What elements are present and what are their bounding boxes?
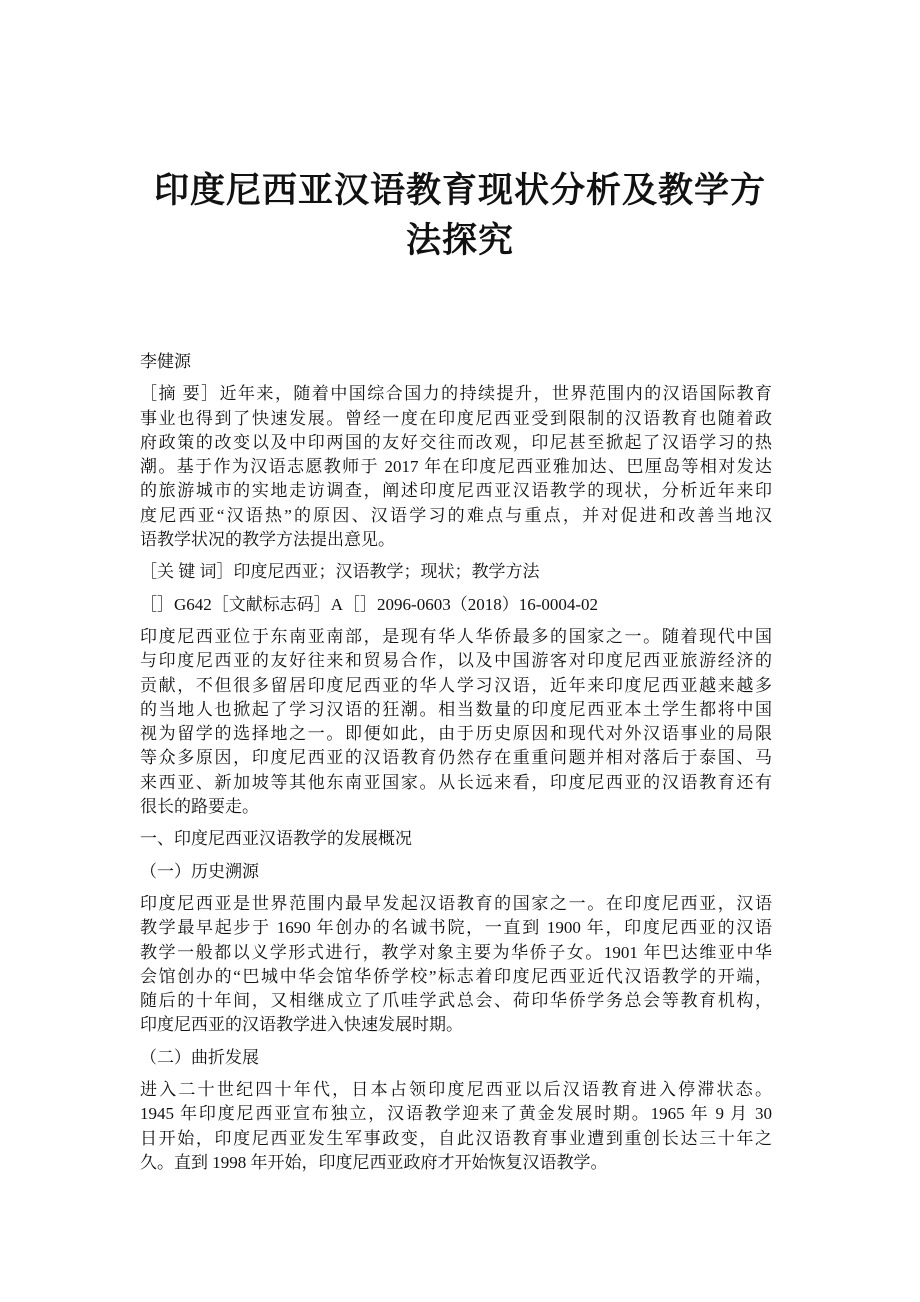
text-line: 语教学状况的教学方法提出意见。 bbox=[140, 530, 395, 550]
text-line: 随后的十年间，又相继成立了爪哇学武总会、荷印华侨学务总会等教育机构， bbox=[140, 991, 772, 1011]
text-line: 一、印度尼西亚汉语教学的发展概况 bbox=[140, 829, 412, 849]
text-line: 贡献，不但很多留居印度尼西亚的华人学习汉语，近年来印度尼西亚越来越多 bbox=[140, 675, 772, 695]
text-line: 教学一般都以义学形式进行，教学对象主要为华侨子女。1901 年巴达维亚中华 bbox=[140, 942, 772, 962]
text-line: 度尼西亚“汉语热”的原因、汉语学习的难点与重点，并对促进和改善当地汉 bbox=[140, 505, 772, 525]
development-paragraph bbox=[140, 1078, 772, 1175]
text-line: 潮。基于作为汉语志愿教师于 2017 年在印度尼西亚雅加达、巴厘岛等相对发达 bbox=[140, 457, 772, 477]
text-line: 的旅游城市的实地走访调查，阐述印度尼西亚汉语教学的现状，分析近年来印 bbox=[140, 481, 772, 501]
text-line: 很长的路要走。 bbox=[140, 797, 259, 817]
document-title bbox=[0, 166, 920, 266]
text-line: 印度尼西亚是世界范围内最早发起汉语教育的国家之一。在印度尼西亚，汉语 bbox=[140, 893, 772, 913]
text-line: （二）曲折发展 bbox=[140, 1047, 259, 1067]
text-line: 来西亚、新加坡等其他东南亚国家。从长远来看，印度尼西亚的汉语教育还有 bbox=[140, 772, 772, 792]
text-line: 印度尼西亚的汉语教学进入快速发展时期。 bbox=[140, 1015, 463, 1035]
history-paragraph bbox=[140, 892, 772, 1038]
keywords bbox=[140, 560, 772, 584]
subsection-heading bbox=[140, 860, 772, 884]
text-line: 会馆创办的“巴城中华会馆华侨学校”标志着印度尼西亚近代汉语教学的开端， bbox=[140, 966, 772, 986]
intro-paragraph bbox=[140, 625, 772, 819]
section-heading bbox=[140, 827, 772, 851]
text-line: ［摘 要］近年来，随着中国综合国力的持续提升，世界范围内的汉语国际教育 bbox=[140, 384, 772, 404]
text-line: 视为留学的选择地之一。即便如此，由于历史原因和现代对外汉语事业的局限 bbox=[140, 724, 772, 744]
text-line: 进入二十世纪四十年代，日本占领印度尼西亚以后汉语教育进入停滞状态。 bbox=[140, 1080, 772, 1100]
text-line: 府政策的改变以及中印两国的友好交往而改观，印尼甚至掀起了汉语学习的热 bbox=[140, 432, 772, 452]
text-line: ［关 键 词］印度尼西亚；汉语教学；现状；教学方法 bbox=[140, 562, 540, 582]
text-line: 等众多原因，印度尼西亚的汉语教育仍然存在重重问题并相对落后于泰国、马 bbox=[140, 748, 772, 768]
author bbox=[140, 350, 772, 374]
text-line: 日开始，印度尼西亚发生军事政变，自此汉语教育事业遭到重创长达三十年之 bbox=[140, 1128, 772, 1148]
document-body bbox=[140, 350, 772, 1183]
text-line: 的当地人也掀起了学习汉语的狂潮。相当数量的印度尼西亚本土学生都将中国 bbox=[140, 699, 772, 719]
text-line: 李健源 bbox=[140, 352, 191, 371]
text-line: （一）历史溯源 bbox=[140, 861, 259, 881]
text-line: 久。直到 1998 年开始，印度尼西亚政府才开始恢复汉语教学。 bbox=[140, 1152, 608, 1172]
text-line: 1945 年印度尼西亚宣布独立，汉语教学迎来了黄金发展时期。1965 年 9 月 30 bbox=[140, 1104, 772, 1124]
subsection-heading bbox=[140, 1046, 772, 1070]
text-line: 与印度尼西亚的友好往来和贸易合作，以及中国游客对印度尼西亚旅游经济的 bbox=[140, 651, 772, 671]
text-line: ［］G642［文献标志码］A［］2096-0603（2018）16-0004-02 bbox=[140, 594, 599, 614]
title-line: 印度尼西亚汉语教育现状分析及教学方 bbox=[153, 171, 766, 210]
text-line: 印度尼西亚位于东南亚南部，是现有华人华侨最多的国家之一。随着现代中国 bbox=[140, 626, 772, 646]
abstract bbox=[140, 382, 772, 552]
text-line: 教学最早起步于 1690 年创办的名诚书院，一直到 1900 年，印度尼西亚的汉语 bbox=[140, 918, 772, 938]
classification bbox=[140, 593, 772, 617]
text-line: 事业也得到了快速发展。曾经一度在印度尼西亚受到限制的汉语教育也随着政 bbox=[140, 408, 772, 428]
title-line: 法探究 bbox=[405, 221, 514, 260]
